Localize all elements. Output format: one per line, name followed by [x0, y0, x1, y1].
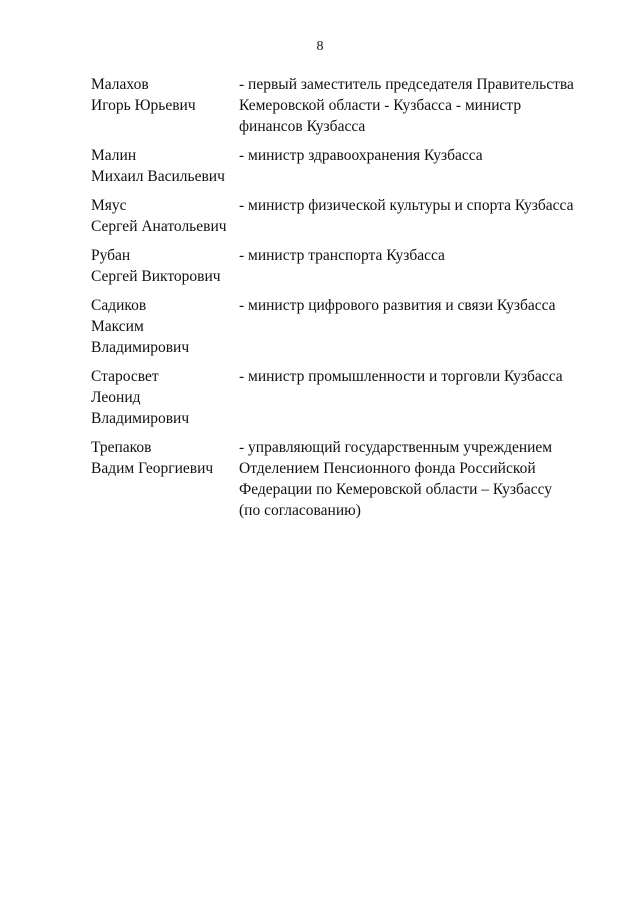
member-position-line: - министр здравоохранения Кузбасса [239, 147, 483, 164]
member-position-line: - министр физической культуры и спорта Кузбасса [239, 197, 574, 214]
member-position [239, 437, 591, 521]
member-position [239, 74, 591, 137]
member-name-line: Игорь Юрьевич [91, 97, 196, 114]
member-name [91, 245, 239, 287]
member-row [91, 295, 591, 358]
member-name [91, 195, 239, 237]
page-number: 8 [316, 39, 324, 54]
member-position-line: Отделением Пенсионного фонда Российской [239, 460, 536, 477]
member-name-line: Рубан [91, 247, 131, 264]
member-position [239, 366, 591, 387]
member-position-line: Кемеровской области - Кузбасса - министр [239, 97, 522, 114]
member-position [239, 245, 591, 266]
member-row [91, 74, 591, 137]
member-name-line: Владимирович [91, 410, 190, 427]
member-row [91, 437, 591, 521]
member-name-line: Михаил Васильевич [91, 168, 225, 185]
member-row [91, 145, 591, 187]
member-name [91, 437, 239, 479]
member-name-line: Малахов [91, 76, 149, 93]
member-position [239, 145, 591, 166]
member-name-line: Малин [91, 147, 137, 164]
member-position-line: - министр транспорта Кузбасса [239, 247, 445, 264]
member-name-line: Сергей Викторович [91, 268, 221, 285]
member-name-line: Трепаков [91, 439, 152, 456]
member-name-line: Леонид [91, 389, 141, 406]
member-position-line: - министр цифрового развития и связи Кузбасса [239, 297, 556, 314]
member-name-line: Мяус [91, 197, 127, 214]
member-row [91, 195, 591, 237]
member-name-line: Владимирович [91, 339, 190, 356]
member-position-line: - первый заместитель председателя Правительства [239, 76, 574, 93]
member-position-line: - министр промышленности и торговли Кузбасса [239, 368, 563, 385]
member-name-line: Вадим Георгиевич [91, 460, 214, 477]
members-list [91, 74, 591, 529]
member-position [239, 195, 591, 216]
member-name-line: Сергей Анатольевич [91, 218, 227, 235]
member-position [239, 295, 591, 316]
member-name-line: Садиков [91, 297, 147, 314]
member-name [91, 74, 239, 116]
member-name-line: Старосвет [91, 368, 159, 385]
member-name [91, 366, 239, 429]
member-position-line: (по согласованию) [239, 502, 361, 519]
member-name-line: Максим [91, 318, 144, 335]
member-position-line: Федерации по Кемеровской области – Кузбассу [239, 481, 553, 498]
member-row [91, 245, 591, 287]
member-position-line: - управляющий государственным учреждением [239, 439, 553, 456]
member-name [91, 145, 239, 187]
member-row [91, 366, 591, 429]
member-position-line: финансов Кузбасса [239, 118, 366, 135]
member-name [91, 295, 239, 358]
